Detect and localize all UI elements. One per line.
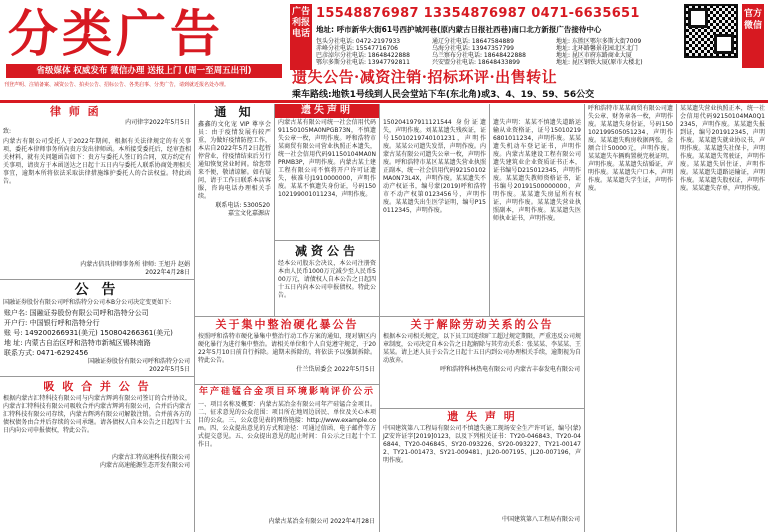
company-sign: 国融证券股份有限公司呼和浩特分公司	[87, 358, 190, 365]
column-6	[585, 104, 677, 532]
branch-info: 通辽分社电话: 18647584889	[432, 38, 514, 45]
lost-notice-list: 遗失声明：某某不慎遗失道路运输从业资格证，证号150102196801011234，声明作废。某某遗失机动车登记证书，声明作废。内蒙古某建设工程有限公司遗失建筑业企业资质证书正本，证书编号D215012345，声明作废。某某遗失教师资格证书，证书编号20191500000000，声明作废。某某遗失房屋所有权证，声明作废。某某遗失营业执照副本，声明作废。某某遗失医师执业证书，声明作废。	[493, 119, 581, 222]
page-title: 分类广告	[8, 4, 224, 63]
termination-body: 根据本公司相关规定，以下员工因连续旷工超过规定期限，严重违反公司规章制度，公司决定自本公告之日起解除与其劳动关系：张某某、李某某、王某某。请上述人员于公告之日起十五日内到公司办理相关手续，逾期视为自动放弃。	[383, 333, 582, 364]
notice-contact: 联系方式: 0471-6292456	[4, 349, 89, 357]
account-name: 账户名: 国融证券股份有限公司呼和浩特分公司	[4, 309, 149, 317]
lawyer-letter-sign: 内蒙古信具律师事务所 律师: 王旭升 赵娟	[80, 261, 190, 268]
divider	[0, 279, 194, 280]
lost-certificate-notice	[380, 408, 585, 532]
notice-title: 公 告	[74, 282, 120, 298]
notice-body: 国融证券股份有限公司呼和浩特分公司本B分公司决定变更如下:	[3, 299, 172, 306]
eia-body: 一、项目名称及概要：内蒙古某冶金有限公司年产硅锰合金项目。二、征求意见的公众范围：项目所在地周边居民、单位及关心本项目的公众。三、公众意见表的网络链接：http://www.example.com。四、公众提出意见的方式和途径：可通过信函、电子邮件等方式提交意见。五、公众提出意见的起止时间：自公示之日起十个工作日。	[198, 401, 376, 448]
notification-sign: 嘉宝文化嘉源店	[227, 210, 270, 217]
branch-info: 地址: 昆区钢铁大厦(原市大楼北)	[556, 59, 643, 66]
remediation-notice	[195, 316, 380, 384]
branch-info: 兴安盟分社电话: 18648433899	[432, 59, 520, 66]
termination-notice	[380, 316, 585, 408]
notification-phone: 联系电话: 5300520	[215, 202, 270, 209]
lost-notice-banner: 遗失声明	[275, 104, 379, 118]
qr-code-icon[interactable]	[684, 4, 738, 58]
lost-notice-list: 呼和浩特市某某商贸有限公司遗失公章、财务章各一枚，声明作废。某某遗失身份证，号码150102199505051234，声明作废。某某遗失购房收据两张，金额合计50000元，声明作废。某某遗失车辆购置税完税证明，声明作废。某某遗失结婚证，声明作废。某某遗失户口本，声明作废。某某遗失学生证，声明作废。	[588, 105, 673, 192]
lost-notice-list: 150204197911121544 身份证遗失，声明作废。刘某某遗失残疾证，证号15010219740101231，声明作废。某某公司遗失发票，声明作废。内蒙古某有限公司遗失公章一枚，声明作废。呼和浩特市某区某某遗失营业执照正副本，统一社会信用代码92150102MA0N73L4X，声明作废。某某遗失不动产权证书，编号蒙(2019)呼和浩特市不动产权第0123456号，声明作废。某某遗失出生医学证明，编号P150112345，声明作废。	[383, 119, 486, 214]
capital-reduction-body: 经本公司股东会决议，本公司注册资本由人民币1000万元减少至人民币500万元，请债权人自本公告之日起四十五日内向本公司申报债权。特此公告。	[278, 260, 376, 299]
slogan-bar: 省级媒体 权威发布 微信办理 送报上门 (周一至周五出刊)	[6, 64, 282, 78]
remediation-title: 关于集中整治硬化暴公告	[215, 318, 359, 331]
lawyer-letter-date-end: 2022年4月28日	[145, 269, 190, 276]
company-date: 2022年5月5日	[149, 366, 190, 373]
header-divider	[0, 100, 768, 103]
wechat-badge: 官方微信	[742, 4, 764, 68]
lost-notice-list: 某某遗失营业执照正本，统一社会信用代码92150104MA0Q12345，声明作废。某某遗失报到证，编号201912345，声明作废。某某遗失就业协议书，声明作废。某某遗失社保卡，声明作废。某某遗失驾驶证，声明作废。某某遗失居住证，声明作废。某某遗失道路运输证，声明作废。某某遗失股权证，声明作废。某某遗失存单，声明作废。	[680, 105, 765, 192]
eia-notice	[195, 384, 380, 532]
remediation-body: 按照呼和浩特市硬化暴集中整治行动工作方案的通知，现对辖区内硬化暴行为进行集中整治。请相关单位和个人自觉遵守规定，于2022年5月10日前自行拆除。逾期未拆除的，将依法予以强制拆除。特此公告。	[198, 333, 376, 364]
branch-info: 乌海分社电话: 13947357799	[432, 45, 514, 52]
phone-numbers: 15548876987 13354876987 0471-6635651	[316, 6, 640, 21]
banner-text: 遗失公告·减资注销·招标环评·出售转让	[292, 68, 558, 86]
lawyer-letter-body: 内蒙古有限公司受托人于2022年期间，根据有关法律规定的有关事项，委托本律师事务所向贵方发出律师函。本所接受委托后，经审查相关材料，就有关问题函告如下：贵方与委托人签订的合同，双方约定有关事项，请贵方于本函送达之日起十五日内与委托人联系协商处理相关事宜，逾期本所将依法采取法律措施维护委托人的合法权益。特此函告。	[3, 138, 191, 185]
capital-reduction-title: 减资公告	[294, 244, 359, 258]
branch-info: 赤峰分社电话: 15547716706	[316, 45, 398, 52]
office-address: 地址: 呼市新华大街61号西护城河巷(原内蒙古日报社西巷)南口北方新报广告接待中心	[316, 25, 602, 34]
lawyer-letter-title: 律 师 函	[50, 105, 101, 118]
merger-body: 根据内蒙古汇特科技有限公司与内蒙古辉鸿有限公司签订的合并协议，内蒙古汇特科技有限公司吸收合并内蒙古辉鸿有限公司，合并后内蒙古汇特科技有限公司存续，内蒙古辉鸿有限公司解散注销。合并前各方的债权债务由合并后存续的公司承继。请各债权人自本公告之日起四十五日内向公司申报债权，特此公告。	[3, 395, 191, 434]
bus-route: 乘车路线:地铁1号线到人民会堂站下车(东北角)或3、4、19、59、56公交	[292, 90, 595, 100]
divider	[275, 240, 379, 241]
eia-title: 年产硅锰合金项目环境影响评价公示	[198, 387, 375, 397]
column-1	[0, 104, 195, 532]
branch-info: 地址: 东胜区鄂尔多斯大街7009	[556, 38, 642, 45]
lawyer-letter-to: 致:	[3, 128, 12, 135]
merger-title: 吸 收 合 并 公 告	[43, 380, 151, 393]
notification-body: 鑫鑫的文化宠 VIP 尊享会员：由于疫情发展有较严重，为做好疫情防控工作，本店自2022年5月2日起暂停营业，待疫情结束后另行通知恢复营业时间。给您带来不便，敬请谅解。如有疑问，请于工作日联系本店客服，咨询电话办理相关手续。	[198, 121, 271, 200]
branch-info: 巴彦淖尔分社电话: 18648422888	[316, 52, 410, 59]
lost-certificate-body: 中国建筑第八工程局有限公司不慎遗失施工现场安全生产许可证，编号(蒙)JZ安许证字[2019]0123，以及下列相关证书：TY20-046843、TY20-046844、TY20-046845、SY20-093226、SY20-093227、TY21-001472、TY21-001473、SY21-009481、JL20-007195、JL20-007196，声明作废。	[383, 425, 581, 464]
masthead	[0, 0, 768, 104]
branch-info: 包头分社电话: 0472-2197933	[316, 38, 401, 45]
termination-sign: 呼和浩特科林热电有限公司 内蒙古丰泰发电有限公司	[440, 366, 580, 373]
bank-name: 开户行: 中国银行呼和浩特分行	[4, 319, 100, 327]
brand-badge: 广告利报电话	[290, 4, 312, 70]
merger-sign-2: 内蒙古高速能源生态开发有限公司	[99, 462, 190, 469]
services-banner	[292, 66, 678, 86]
merger-sign-1: 内蒙古汇特高速科技有限公司	[111, 454, 190, 461]
branch-info: 地址: 昆区市府东路商业大厦	[556, 52, 632, 59]
column-7	[677, 104, 768, 532]
eia-sign: 内蒙古某冶金有限公司 2022年4月28日	[268, 518, 375, 525]
termination-title: 关于解除劳动关系的公告	[410, 318, 554, 331]
branch-info: 乌兰察布分社电话: 18648422888	[432, 52, 526, 59]
remediation-sign: 什兰岱居委会 2022年5月5日	[296, 366, 375, 373]
lost-certificate-sign: 中国建筑第八工程局有限公司	[501, 516, 580, 523]
notification-title: 通 知	[214, 105, 255, 119]
branch-info: 地址: 北环路馨景花园北区北门	[556, 45, 638, 52]
logo-block	[0, 0, 288, 92]
account-number: 账 号: 149200266931(美元) 150804266361(美元)	[4, 329, 173, 337]
lost-certificate-title: 遗 失 声 明	[447, 410, 517, 423]
notice-address: 地 址: 内蒙古自治区呼和浩特市新城区锡林南路	[4, 339, 151, 347]
lost-notice-body: 内蒙古某有限公司统一社会信用代码91150105MA0NPGB73N，不慎遗失公章一枚，声明作废。呼和浩特市某商贸有限公司营业执照正本遗失，统一社会信用代码91150104MA0NPRMB3P，声明作废。内蒙古某土建工程有限公司不慎将开户许可证遗失，核准号J1910000000，声明作废。某某不慎遗失身份证，号码150102199001011234，声明作废。	[278, 119, 376, 198]
branch-info: 鄂尔多斯分社电话: 13947792811	[316, 59, 410, 66]
header-note: 刊登声明、注销备案、减资公告、拍卖公告、招标公告、各类启事、分类广告，请到就近报名处办理。	[4, 82, 230, 88]
lawyer-letter-date: 内司律字2022年5月5日	[125, 119, 190, 126]
divider	[0, 376, 194, 377]
